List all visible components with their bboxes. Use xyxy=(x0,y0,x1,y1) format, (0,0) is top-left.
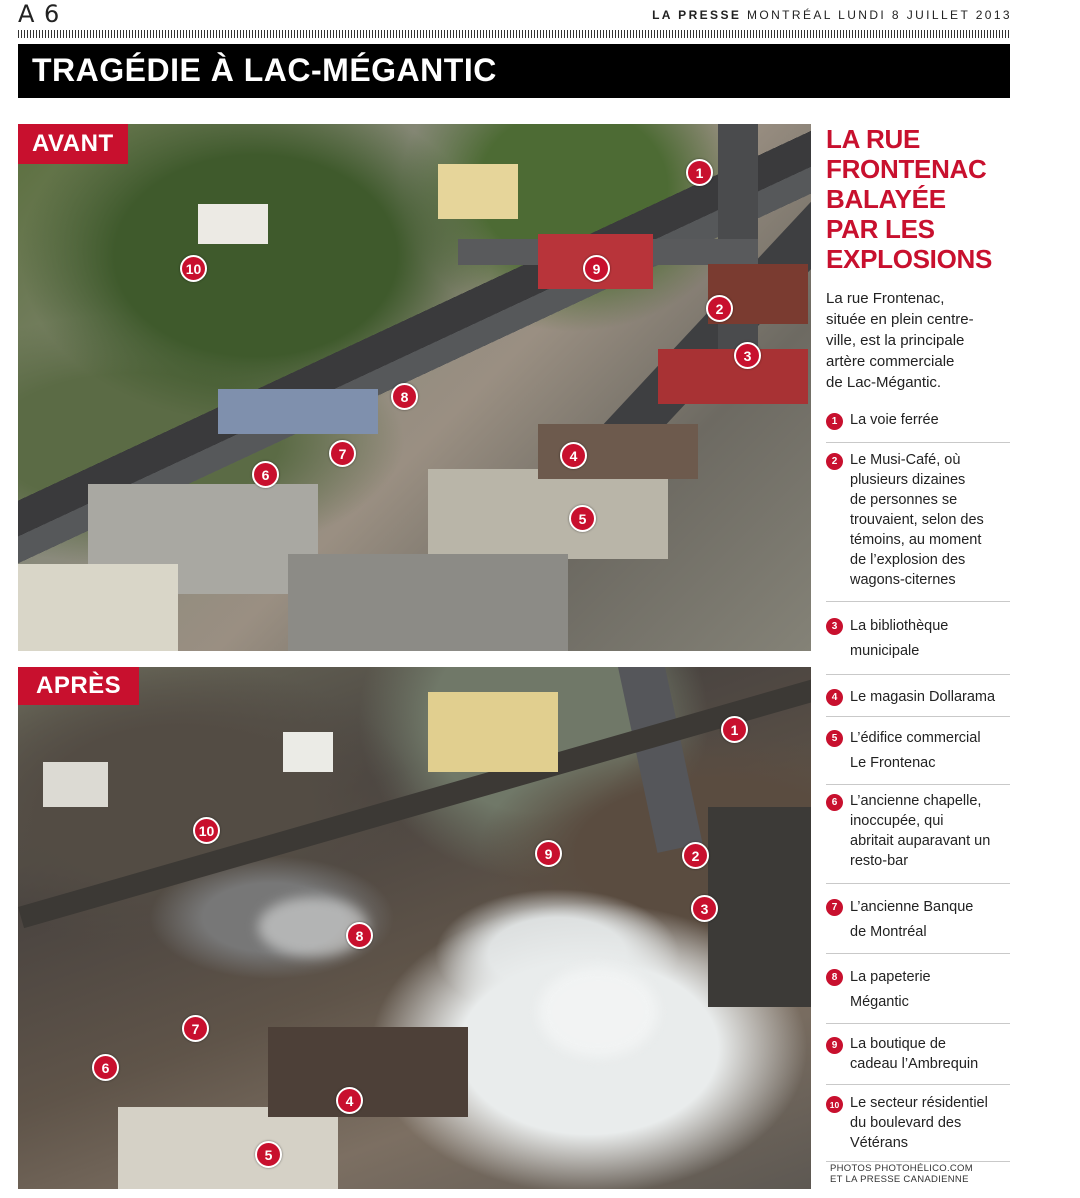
marker-before-9: 9 xyxy=(583,255,610,282)
headline-line: LA RUE xyxy=(826,124,921,154)
legend-line: L’ancienne Banque xyxy=(850,899,974,915)
legend-line: Vétérans xyxy=(850,1135,909,1151)
sidebar-intro xyxy=(826,288,1010,393)
legend-line: cadeau l’Ambrequin xyxy=(850,1056,979,1072)
masthead-dateline: MONTRÉAL LUNDI 8 JUILLET 2013 xyxy=(746,8,1012,22)
photo-before: AVANT 1 2 3 4 5 6 7 8 9 10 xyxy=(18,124,811,651)
building-papeterie xyxy=(218,389,378,434)
marker-before-8: 8 xyxy=(391,383,418,410)
building-yellow xyxy=(438,164,518,219)
legend-line: La voie ferrée xyxy=(850,412,939,428)
legend-line: resto-bar xyxy=(850,853,909,869)
legend-line: inoccupée, qui xyxy=(850,813,944,829)
marker-after-5: 5 xyxy=(255,1141,282,1168)
marker-after-8: 8 xyxy=(346,922,373,949)
legend-num: 6 xyxy=(826,794,843,811)
photo-after-label: APRÈS xyxy=(18,667,139,705)
legend-line: L’édifice commercial xyxy=(850,730,981,746)
marker-before-10: 10 xyxy=(180,255,207,282)
building-after-yellow xyxy=(428,692,558,772)
photo-credit xyxy=(830,1163,973,1185)
marker-after-7: 7 xyxy=(182,1015,209,1042)
legend-item-6 xyxy=(826,785,1010,884)
legend-line: Mégantic xyxy=(850,994,909,1010)
legend-line: de l’explosion des xyxy=(850,552,966,568)
credit-line: ET LA PRESSE CANADIENNE xyxy=(830,1174,969,1185)
building-after-dollarama-ruins xyxy=(268,1027,468,1117)
legend-line: wagons-citernes xyxy=(850,572,956,588)
legend-item-10 xyxy=(826,1085,1010,1162)
headline-line: FRONTENAC xyxy=(826,154,987,184)
credit-line: PHOTOS PHOTOHÉLICO.COM xyxy=(830,1163,973,1174)
header-rule xyxy=(18,30,1010,38)
sidebar-headline xyxy=(826,124,1010,274)
masthead-brand: LA PRESSE xyxy=(652,8,742,22)
building-library xyxy=(658,349,808,404)
building-corner xyxy=(18,564,178,651)
intro-line: située en plein centre- xyxy=(826,311,974,328)
legend-line: L’ancienne chapelle, xyxy=(850,793,982,809)
legend-line: Le Musi-Café, où xyxy=(850,452,961,468)
marker-after-1: 1 xyxy=(721,716,748,743)
legend-item-3 xyxy=(826,602,1010,675)
house-after-white xyxy=(283,732,333,772)
legend-num: 1 xyxy=(826,413,843,430)
marker-before-1: 1 xyxy=(686,159,713,186)
masthead xyxy=(652,8,1012,22)
photo-before-label: AVANT xyxy=(18,124,128,164)
legend-item-2 xyxy=(826,443,1010,602)
headline-line: PAR LES xyxy=(826,214,935,244)
page-number: A 6 xyxy=(18,0,61,28)
legend-list xyxy=(826,406,1010,1162)
legend-item-7 xyxy=(826,884,1010,954)
marker-after-10: 10 xyxy=(193,817,220,844)
house-white xyxy=(198,204,268,244)
marker-after-6: 6 xyxy=(92,1054,119,1081)
legend-line: témoins, au moment xyxy=(850,532,982,548)
marker-before-2: 2 xyxy=(706,295,733,322)
marker-before-6: 6 xyxy=(252,461,279,488)
section-banner xyxy=(18,44,1010,98)
legend-line: La boutique de xyxy=(850,1036,946,1052)
headline-line: EXPLOSIONS xyxy=(826,244,993,274)
photo-after xyxy=(18,667,811,1189)
marker-before-3: 3 xyxy=(734,342,761,369)
legend-line: La bibliothèque xyxy=(850,618,949,634)
legend-item-9 xyxy=(826,1024,1010,1085)
marker-after-3: 3 xyxy=(691,895,718,922)
marker-after-4: 4 xyxy=(336,1087,363,1114)
legend-num: 8 xyxy=(826,969,843,986)
legend-line: abritait auparavant un xyxy=(850,833,991,849)
road-after-north xyxy=(618,667,702,853)
headline-line: BALAYÉE xyxy=(826,184,946,214)
legend-item-8 xyxy=(826,954,1010,1024)
legend-line: de personnes se xyxy=(850,492,958,508)
sidebar xyxy=(826,124,1010,393)
legend-line: municipale xyxy=(850,643,920,659)
marker-after-2: 2 xyxy=(682,842,709,869)
legend-line: de Montréal xyxy=(850,924,927,940)
legend-item-4 xyxy=(826,675,1010,717)
intro-line: artère commerciale xyxy=(826,353,955,370)
legend-num: 3 xyxy=(826,618,843,635)
legend-line: plusieurs dizaines xyxy=(850,472,966,488)
marker-before-7: 7 xyxy=(329,440,356,467)
rail-cars xyxy=(708,807,811,1007)
intro-line: ville, est la principale xyxy=(826,332,965,349)
legend-item-1 xyxy=(826,406,1010,443)
marker-before-5: 5 xyxy=(569,505,596,532)
section-title: TRAGÉDIE À LAC-MÉGANTIC xyxy=(32,52,497,88)
legend-line: La papeterie xyxy=(850,969,931,985)
building-lower xyxy=(288,554,568,651)
house-after-left xyxy=(43,762,108,807)
legend-line: du boulevard des xyxy=(850,1115,962,1131)
foam-area xyxy=(538,967,658,1057)
intro-line: La rue Frontenac, xyxy=(826,290,945,307)
legend-num: 9 xyxy=(826,1037,843,1054)
legend-line: Le magasin Dollarama xyxy=(850,689,996,705)
legend-num: 5 xyxy=(826,730,843,747)
legend-num: 7 xyxy=(826,899,843,916)
intro-line: de Lac-Mégantic. xyxy=(826,374,942,391)
legend-line: Le Frontenac xyxy=(850,755,936,771)
legend-num: 2 xyxy=(826,453,843,470)
building-after-frontenac xyxy=(118,1107,338,1189)
building-frontenac xyxy=(428,469,668,559)
legend-line: trouvaient, selon des xyxy=(850,512,984,528)
legend-num: 4 xyxy=(826,689,843,706)
marker-after-9: 9 xyxy=(535,840,562,867)
legend-item-5 xyxy=(826,717,1010,785)
legend-num: 10 xyxy=(826,1096,843,1113)
legend-line: Le secteur résidentiel xyxy=(850,1095,988,1111)
